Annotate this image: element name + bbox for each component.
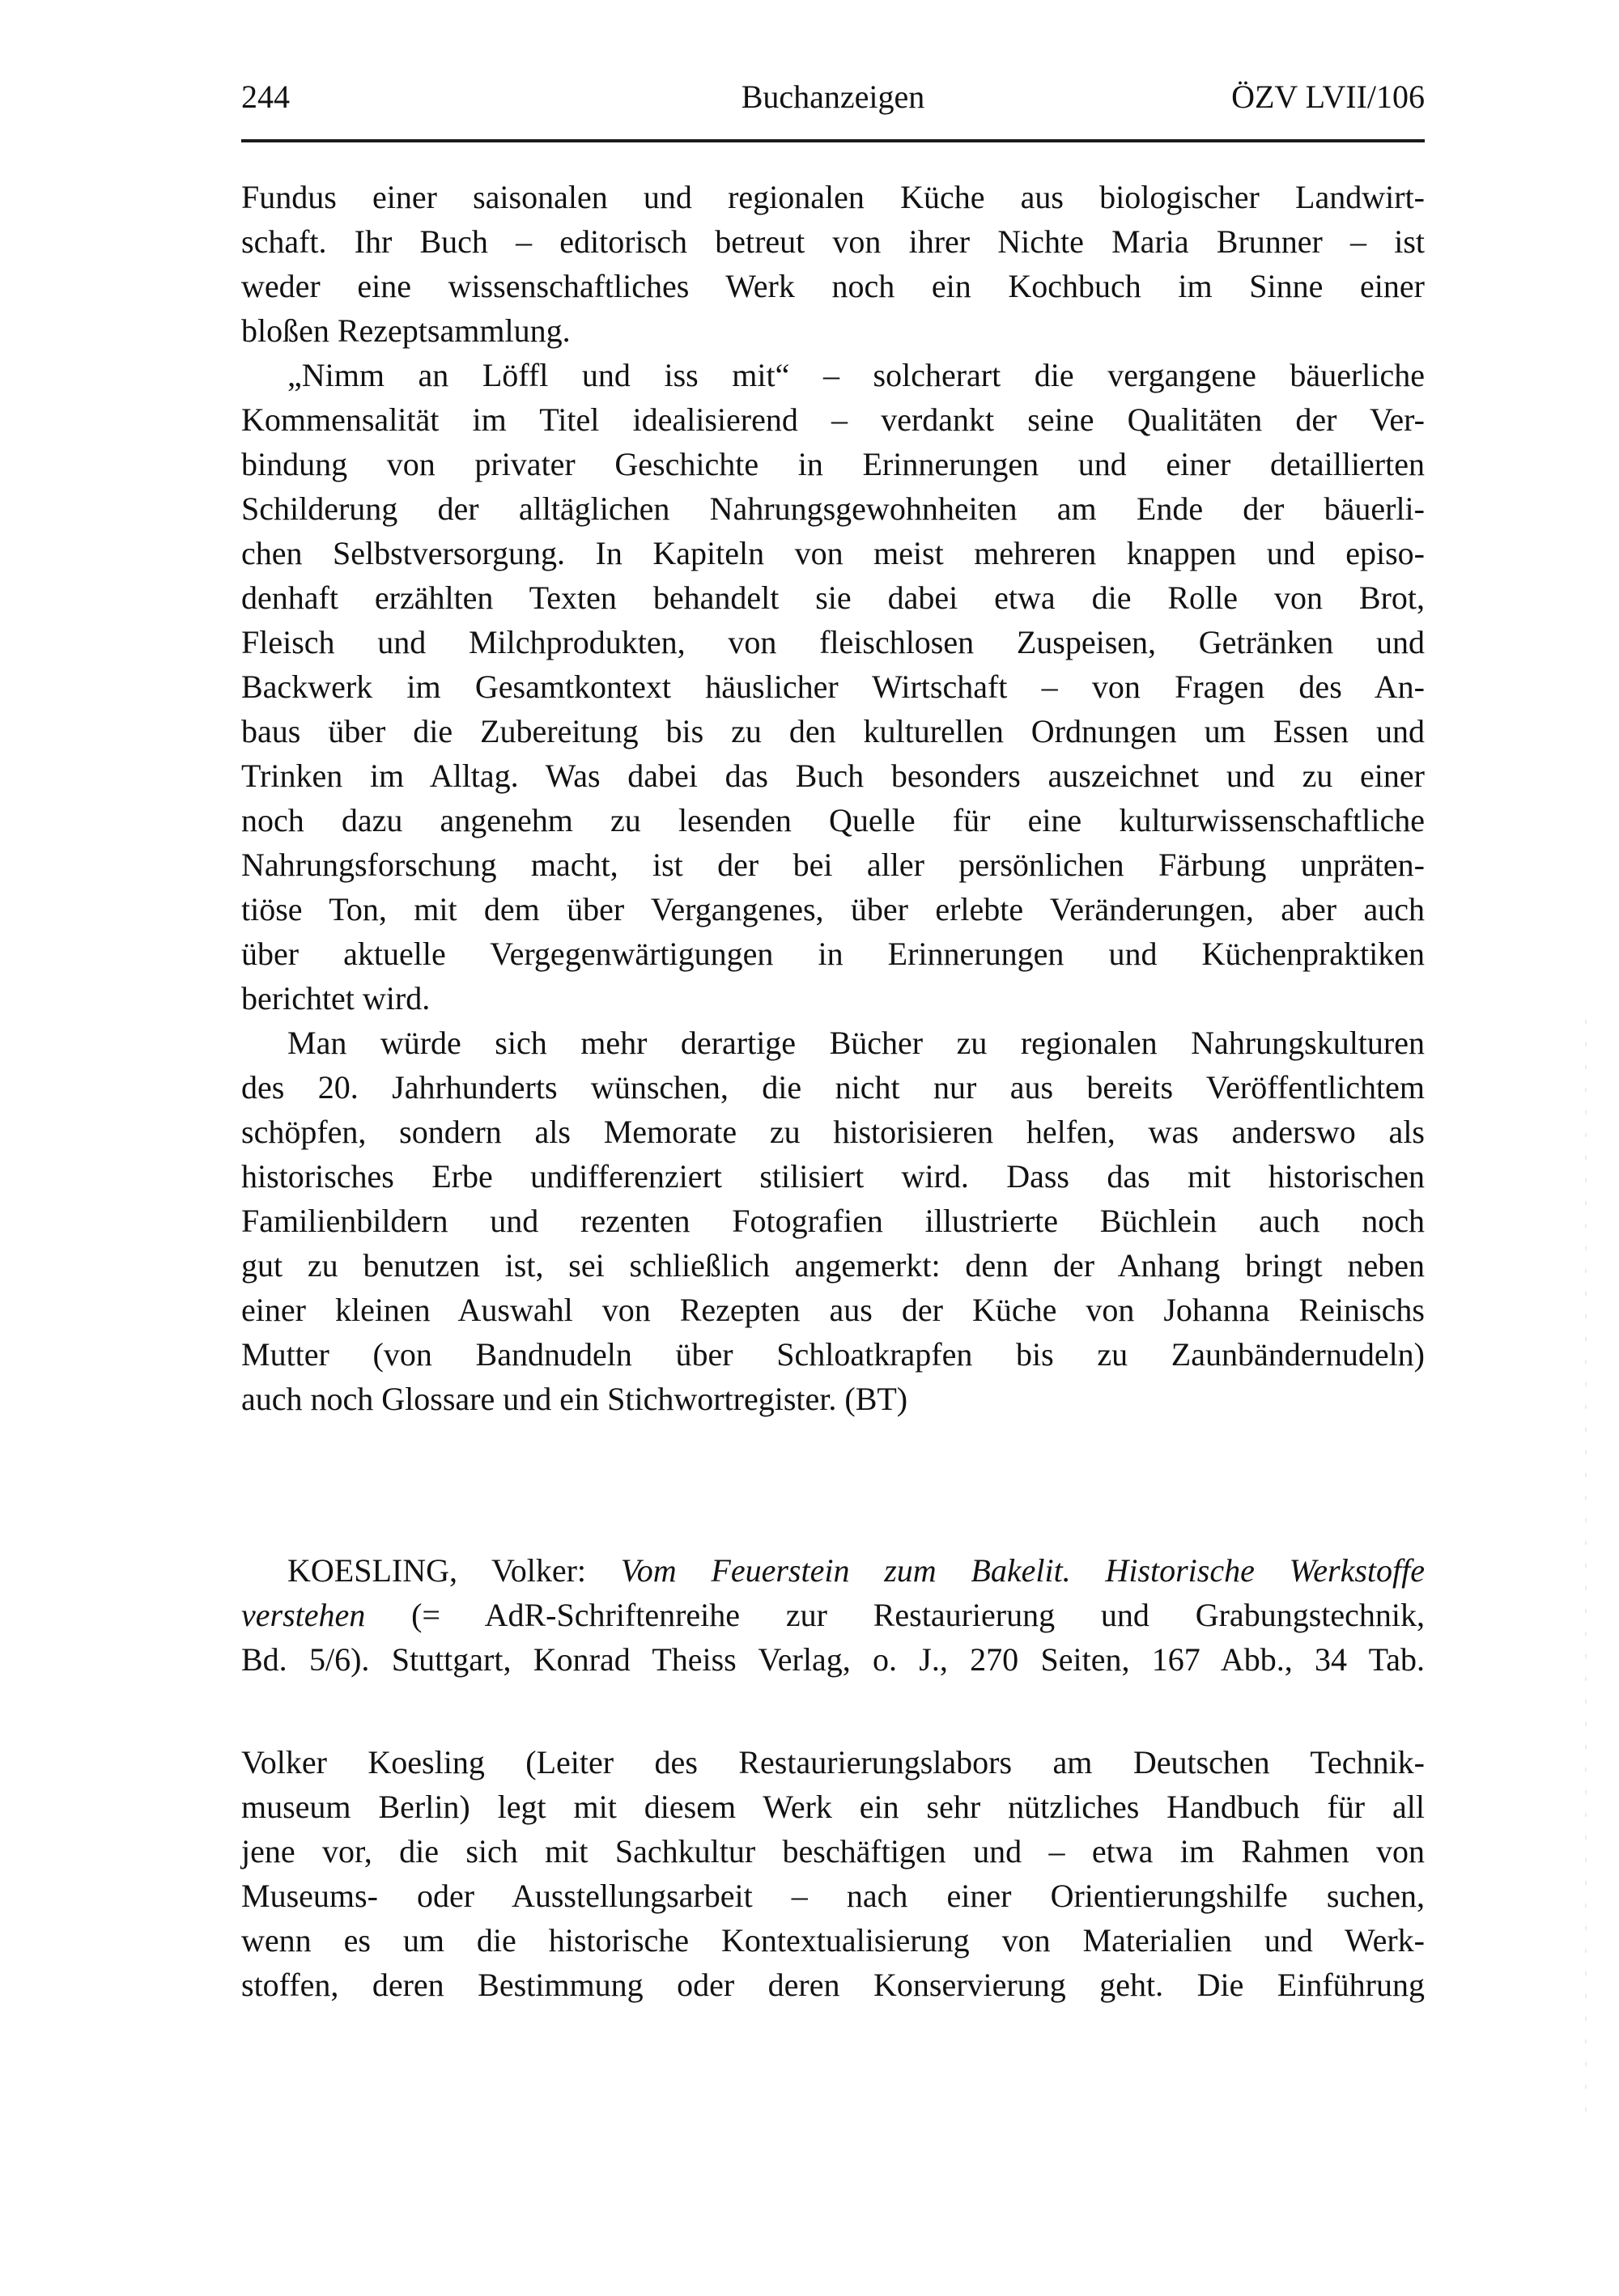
page-header <box>241 76 1425 118</box>
text-line: stoffen, deren Bestimmung oder deren Konservierung geht. Die Einführung <box>241 1967 1425 2003</box>
text-line: „Nimm an Löffl und iss mit“ – solcherart die vergangene bäuerliche <box>287 357 1425 393</box>
text-line: berichtet wird. <box>241 980 431 1016</box>
text-line: Mutter (von Bandnudeln über Schloatkrapfen bis zu Zaunbändernudeln) <box>241 1336 1425 1373</box>
running-title: Buchanzeigen <box>741 79 925 115</box>
text-line: denhaft erzählten Texten behandelt sie dabei etwa die Rolle von Brot, <box>241 579 1425 616</box>
text-line: Fleisch und Milchprodukten, von fleischlosen Zuspeisen, Getränken und <box>241 624 1425 660</box>
text-line: einer kleinen Auswahl von Rezepten aus der Küche von Johanna Reinischs <box>241 1292 1425 1328</box>
page-body <box>241 175 1425 2007</box>
text-line: schaft. Ihr Buch – editorisch betreut von ihrer Nichte Maria Brunner – ist <box>241 223 1425 260</box>
book-title-italic: verstehen <box>241 1597 366 1633</box>
text-line: bloßen Rezeptsammlung. <box>241 312 571 349</box>
text-line: Familienbildern und rezenten Fotografien illustrierte Büchlein auch noch <box>241 1203 1425 1239</box>
text-line: Volker Koesling (Leiter des Restaurierungslabors am Deutschen Technik- <box>241 1744 1425 1780</box>
text-line: über aktuelle Vergegenwärtigungen in Erinnerungen und Küchenpraktiken <box>241 936 1425 972</box>
vertical-gap <box>241 1421 1425 1548</box>
vertical-gap <box>241 1682 1425 1740</box>
text-line: baus über die Zubereitung bis zu den kulturellen Ordnungen um Essen und <box>241 713 1425 749</box>
text-line: Man würde sich mehr derartige Bücher zu regionalen Nahrungskulturen <box>287 1025 1425 1061</box>
text-line: Trinken im Alltag. Was dabei das Buch besonders auszeichnet und zu einer <box>241 758 1425 794</box>
text-line: historisches Erbe undifferenziert stilisiert wird. Dass das mit historischen <box>241 1158 1425 1195</box>
text-line: gut zu benutzen ist, sei schließlich angemerkt: denn der Anhang bringt neben <box>241 1247 1425 1284</box>
text-line: Backwerk im Gesamtkontext häuslicher Wirtschaft – von Fragen des An- <box>241 668 1425 705</box>
text-line: museum Berlin) legt mit diesem Werk ein sehr nützliches Handbuch für all <box>241 1789 1425 1825</box>
text-line: auch noch Glossare und ein Stichwortregister. (BT) <box>241 1381 908 1417</box>
text-segment: (= AdR-Schriftenreihe zur Restaurierung und Grabungstechnik, <box>365 1597 1425 1633</box>
text-line: schöpfen, sondern als Memorate zu historisieren helfen, was anderswo als <box>241 1114 1425 1150</box>
text-line: jene vor, die sich mit Sachkultur beschäftigen und – etwa im Rahmen von <box>241 1833 1425 1869</box>
text-line: Museums- oder Ausstellungsarbeit – nach einer Orientierungshilfe suchen, <box>241 1878 1425 1914</box>
text-line: Bd. 5/6). Stuttgart, Konrad Theiss Verlag, o. J., 270 Seiten, 167 Abb., 34 Tab. <box>241 1641 1425 1678</box>
text-line: chen Selbstversorgung. In Kapiteln von meist mehreren knappen und episo- <box>241 535 1425 571</box>
text-line: Fundus einer saisonalen und regionalen Küche aus biologischer Landwirt- <box>241 179 1425 215</box>
text-line: weder eine wissenschaftliches Werk noch ein Kochbuch im Sinne einer <box>241 268 1425 304</box>
text-line: tiöse Ton, mit dem über Vergangenes, über erlebte Veränderungen, aber auch <box>241 891 1425 927</box>
journal-reference: ÖZV LVII/106 <box>1231 79 1425 115</box>
text-line: Kommensalität im Titel idealisierend – verdankt seine Qualitäten der Ver- <box>241 401 1425 438</box>
header-rule <box>241 139 1425 142</box>
text-line <box>241 1548 1425 1593</box>
text-line: Schilderung der alltäglichen Nahrungsgewohnheiten am Ende der bäuerli- <box>241 490 1425 527</box>
text-line: noch dazu angenehm zu lesenden Quelle für eine kulturwissenschaftliche <box>241 802 1425 838</box>
text-line: bindung von privater Geschichte in Erinnerungen und einer detaillierten <box>241 446 1425 482</box>
text-line: wenn es um die historische Kontextualisierung von Materialien und Werk- <box>241 1922 1425 1959</box>
text-line: Nahrungsforschung macht, ist der bei aller persönlichen Färbung unpräten- <box>241 847 1425 883</box>
page-number: 244 <box>241 79 290 115</box>
text-line: des 20. Jahrhunderts wünschen, die nicht nur aus bereits Veröffentlichtem <box>241 1069 1425 1106</box>
scan-artifact-line <box>1585 1020 1587 2128</box>
text-segment: KOESLING, Volker: <box>287 1552 621 1589</box>
text-line <box>241 1593 1425 1637</box>
book-title-italic: Vom Feuerstein zum Bakelit. Historische Werkstoffe <box>620 1552 1425 1589</box>
